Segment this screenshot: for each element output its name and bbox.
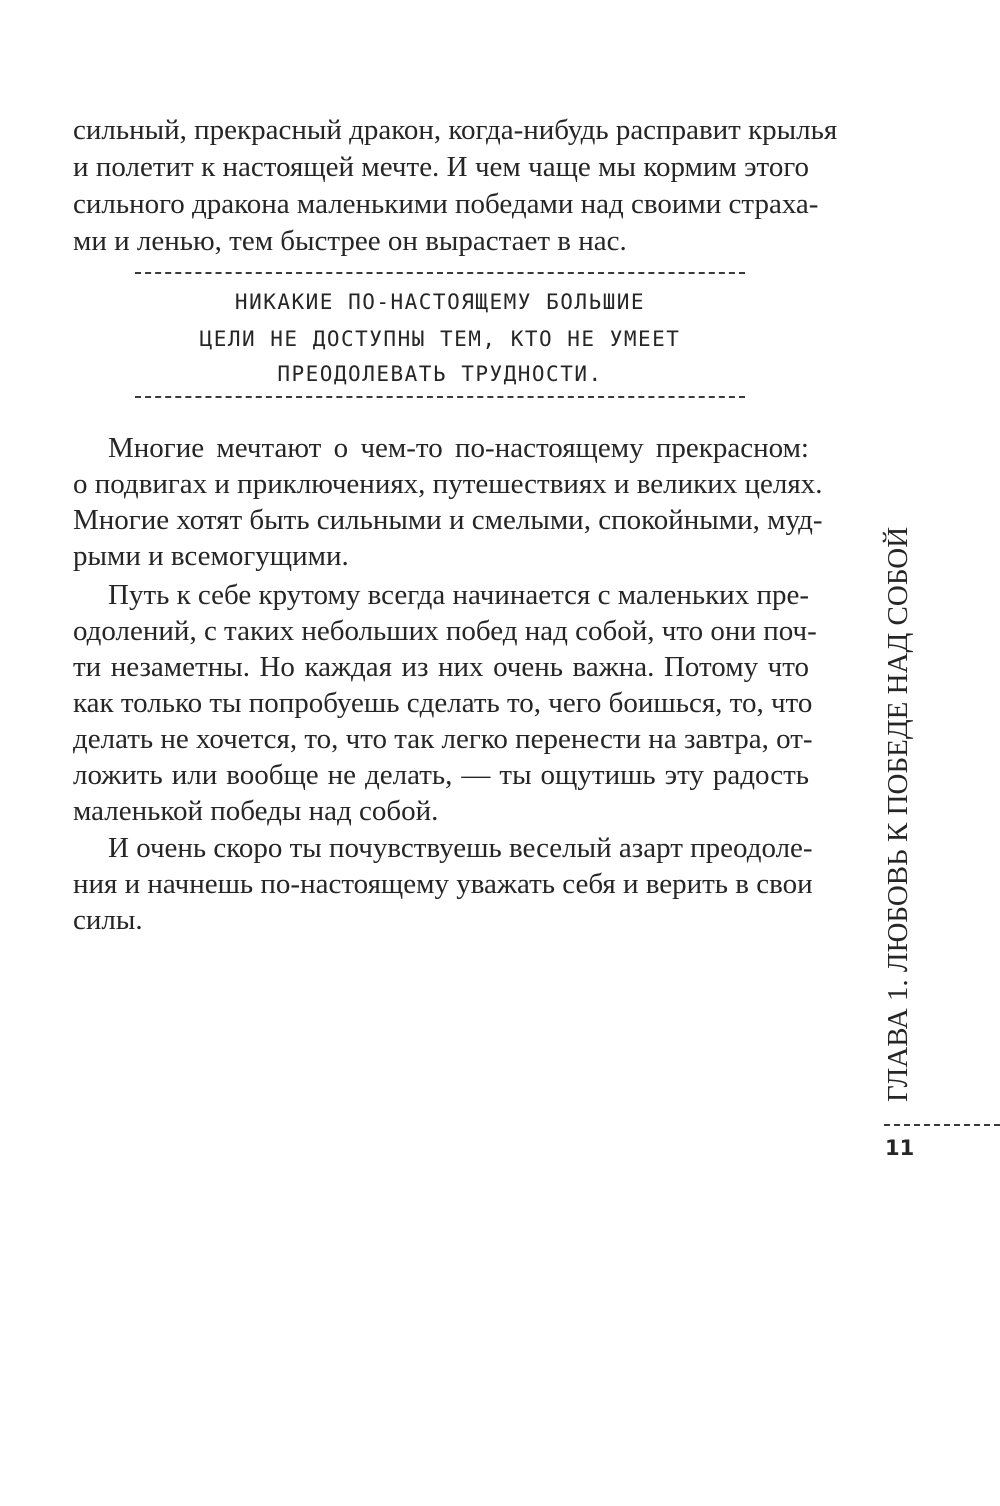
quote-line: ЦЕЛИ НЕ ДОСТУПНЫ ТЕМ, КТО НЕ УМЕЕТ: [199, 327, 681, 351]
page-number-divider: [884, 1124, 1000, 1126]
text-line: Многие хотят быть сильными и смелыми, спокойными, муд-: [73, 504, 823, 536]
text-line: силы.: [73, 904, 143, 936]
text-line: ния и начнешь по-настоящему уважать себя и верить в свои: [73, 868, 813, 900]
page-number: 11: [885, 1136, 915, 1160]
paragraph-2: [73, 575, 817, 835]
text-line: ти незаметны. Но каждая из них очень важна. Потому что: [73, 651, 809, 683]
text-line: и полетит к настоящей мечте. И чем чаще мы кормим этого: [73, 151, 809, 183]
pull-quote: [135, 262, 745, 406]
quote-line: ПРЕОДОЛЕВАТЬ ТРУДНОСТИ.: [277, 362, 603, 386]
text-line: Путь к себе крутому всегда начинается с маленьких пре-: [108, 579, 809, 611]
text-line: одолений, с таких небольших побед над собой, что они поч-: [73, 615, 817, 647]
paragraph-continuation: [73, 110, 838, 270]
paragraph-3: [73, 828, 813, 943]
text-line: ми и ленью, тем быстрее он вырастает в нас.: [73, 225, 627, 257]
text-line: сильный, прекрасный дракон, когда-нибудь расправит крылья: [73, 114, 838, 146]
text-line: как только ты попробуешь сделать то, чего боишься, то, что: [73, 687, 813, 719]
text-line: И очень скоро ты почувствуешь веселый азарт преодоле-: [108, 832, 813, 864]
chapter-running-head: ГЛАВА 1. ЛЮБОВЬ К ПОБЕДЕ НАД СОБОЙ: [882, 526, 914, 1102]
text-line: о подвигах и приключениях, путешествиях и великих целях.: [73, 468, 823, 500]
text-line: ложить или вообще не делать, — ты ощутишь эту радость: [73, 759, 809, 791]
text-line: делать не хочется, то, что так легко перенести на завтра, от-: [73, 723, 813, 755]
text-line: рыми и всемогущими.: [73, 540, 349, 572]
text-line: маленькой победы над собой.: [73, 795, 439, 827]
quote-top-divider: [135, 272, 745, 274]
text-line: сильного дракона маленькими победами над своими страха-: [73, 188, 819, 220]
quote-bottom-divider: [135, 396, 745, 398]
text-line: Многие мечтают о чем-то по-настоящему прекрасном:: [108, 432, 809, 464]
paragraph-1: [73, 428, 823, 578]
quote-line: НИКАКИЕ ПО-НАСТОЯЩЕМУ БОЛЬШИЕ: [234, 290, 646, 314]
